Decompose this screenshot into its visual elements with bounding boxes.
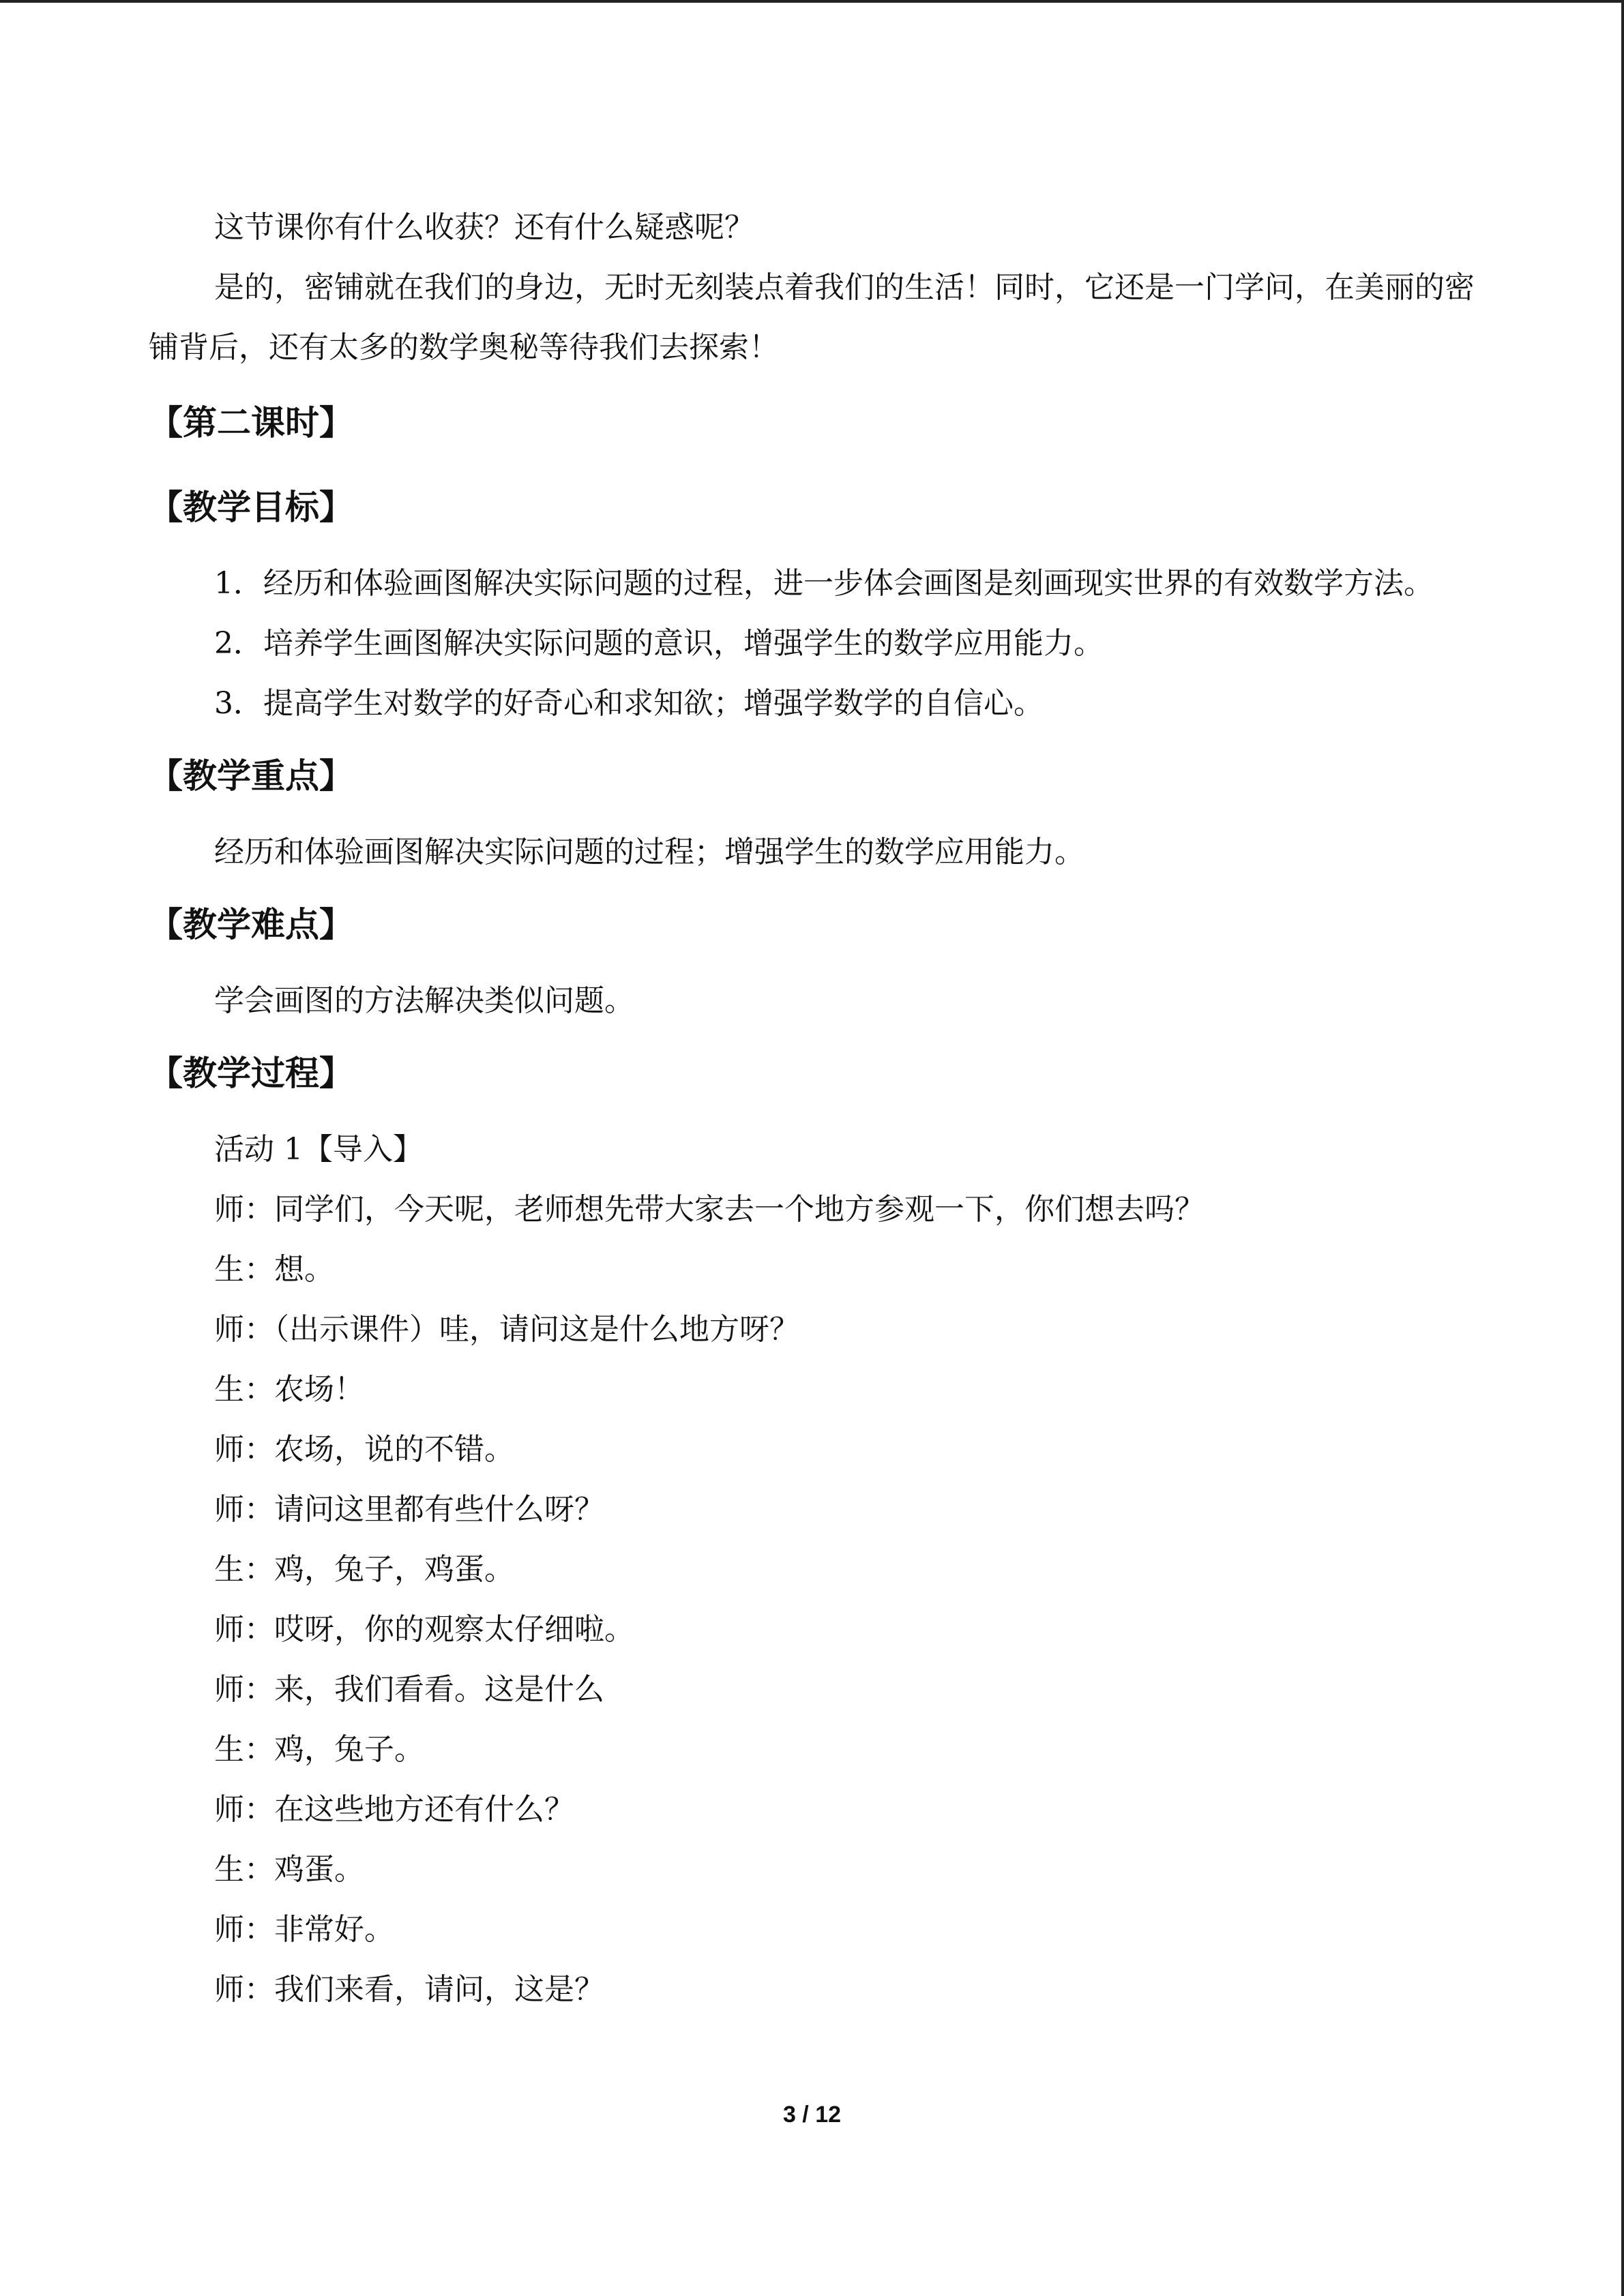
dialogue-line: 生：农场！ <box>214 1372 364 1407</box>
key-points-text: 经历和体验画图解决实际问题的过程；增强学生的数学应用能力。 <box>214 835 1084 869</box>
process-heading: 【教学过程】 <box>149 1054 353 1093</box>
goal-item-3: 3．提高学生对数学的好奇心和求知欲；增强学数学的自信心。 <box>214 686 1044 721</box>
goal-item-2: 2．培养学生画图解决实际问题的意识，增强学生的数学应用能力。 <box>214 626 1104 661</box>
dialogue-line: 师：请问这里都有些什么呀？ <box>214 1492 604 1527</box>
dialogue-line: 生：鸡，兔子。 <box>214 1732 424 1767</box>
difficulty-text: 学会画图的方法解决类似问题。 <box>214 983 634 1018</box>
dialogue-line: 师：来，我们看看。这是什么 <box>214 1672 604 1707</box>
intro-paragraph-1: 这节课你有什么收获？还有什么疑惑呢？ <box>214 210 754 245</box>
page-top-border <box>0 0 1624 3</box>
dialogue-line: 活动 1【导入】 <box>214 1132 423 1167</box>
dialogue-line: 生：想。 <box>214 1252 334 1287</box>
dialogue-line: 师：非常好。 <box>214 1912 394 1947</box>
dialogue-line: 师：哎呀，你的观察太仔细啦。 <box>214 1612 634 1647</box>
dialogue-line: 师：在这些地方还有什么？ <box>214 1792 574 1827</box>
document-body <box>149 198 1479 2020</box>
difficulty-heading: 【教学难点】 <box>149 905 353 944</box>
page-right-border <box>1621 0 1624 2296</box>
dialogue-list <box>149 1120 1479 2020</box>
dialogue-line: 生：鸡，兔子，鸡蛋。 <box>214 1552 514 1587</box>
dialogue-line: 师：同学们，今天呢，老师想先带大家去一个地方参观一下，你们想去吗？ <box>214 1192 1205 1227</box>
lesson-title: 【第二课时】 <box>149 403 353 443</box>
dialogue-line: 师：（出示课件）哇，请问这是什么地方呀？ <box>214 1312 799 1347</box>
intro-paragraph-2: 是的，密铺就在我们的身边，无时无刻装点着我们的生活！同时，它还是一门学问，在美丽的密铺背后，还有太多的数学奥秘等待我们去探索！ <box>149 270 1475 365</box>
dialogue-line: 师：我们来看，请问，这是？ <box>214 1972 604 2007</box>
dialogue-line: 师：农场，说的不错。 <box>214 1432 514 1467</box>
dialogue-line: 生：鸡蛋。 <box>214 1852 364 1887</box>
goal-item-1: 1．经历和体验画图解决实际问题的过程，进一步体会画图是刻画现实世界的有效数学方法。 <box>214 566 1434 601</box>
goals-heading: 【教学目标】 <box>149 488 353 527</box>
page-number: 3 / 12 <box>782 2102 842 2128</box>
key-points-heading: 【教学重点】 <box>149 756 353 796</box>
